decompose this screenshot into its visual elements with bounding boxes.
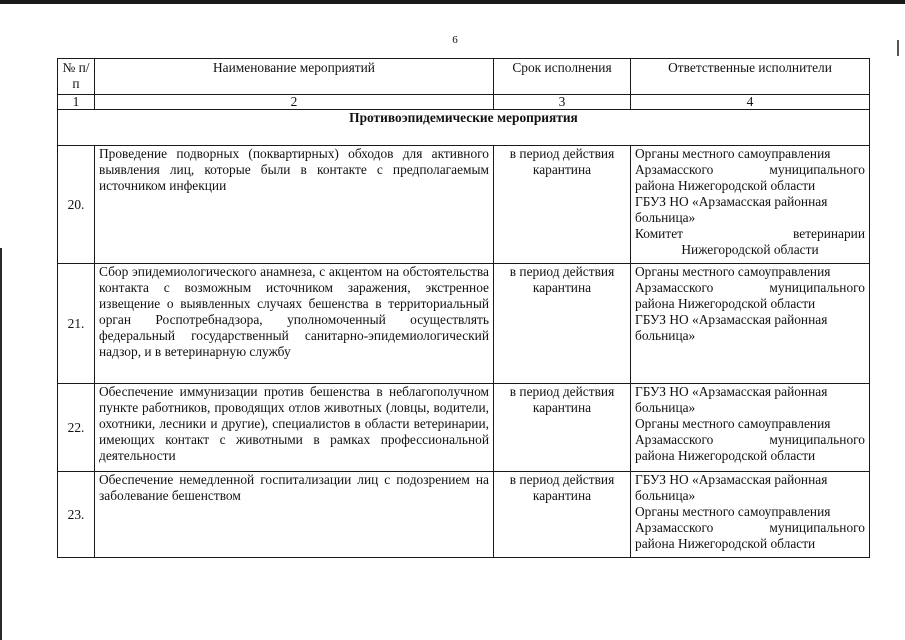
table-row xyxy=(58,472,870,558)
row-number: 23. xyxy=(58,472,95,558)
column-number: 4 xyxy=(631,95,870,110)
responsible-line: Арзамасского муниципального xyxy=(635,520,865,535)
header-responsible: Ответственные исполнители xyxy=(631,59,870,95)
responsible-line: Арзамасского муниципального xyxy=(635,432,865,447)
row-responsible xyxy=(631,472,870,558)
row-responsible xyxy=(631,264,870,384)
table-row xyxy=(58,384,870,472)
responsible-line: ГБУЗ НО «Арзамасская районная xyxy=(635,312,828,327)
responsible-line: больница» xyxy=(635,210,696,225)
row-term: в период действия карантина xyxy=(494,146,631,264)
responsible-line: ГБУЗ НО «Арзамасская районная xyxy=(635,194,828,209)
responsible-line: района Нижегородской области xyxy=(635,536,816,551)
row-number: 21. xyxy=(58,264,95,384)
section-title: Противоэпидемические мероприятия xyxy=(58,110,870,146)
column-number: 3 xyxy=(494,95,631,110)
row-measure-name: Обеспечение иммунизации против бешенства в неблагополучном пункте работников, проводящих отлов животных (ловцы, водители, охотники, лесники и другие), специалистов в области ветеринарии, имеющих контакт с животными в рамках профессиональной деятельности xyxy=(95,384,494,472)
row-measure-name: Сбор эпидемиологического анамнеза, с акцентом на обстоятельства контакта с возможным источником заражения, экстренное извещение о выявленных случаях бешенства в территориальный орган Роспотребнадзора, уполномоченный осуществлять федеральный государственный санитарно-эпидемиологический надзор, и в ветеринарную службу xyxy=(95,264,494,384)
column-number-row xyxy=(58,95,870,110)
page-number: 6 xyxy=(452,34,458,46)
table-header-row xyxy=(58,59,870,95)
scan-edge-mark xyxy=(0,248,2,640)
responsible-line: района Нижегородской области xyxy=(635,296,816,311)
header-term: Срок исполнения xyxy=(494,59,631,95)
responsible-line: района Нижегородской области xyxy=(635,178,816,193)
section-row xyxy=(58,110,870,146)
responsible-line: больница» xyxy=(635,400,696,415)
table-row xyxy=(58,146,870,264)
responsible-line: Арзамасского муниципального xyxy=(635,162,865,177)
responsible-line: ГБУЗ НО «Арзамасская районная xyxy=(635,472,828,487)
table-row xyxy=(58,264,870,384)
responsible-line: Органы местного самоуправления xyxy=(635,504,831,519)
row-measure-name: Проведение подворных (поквартирных) обходов для активного выявления лиц, которые были в контакте с предполагаемым источником инфекции xyxy=(95,146,494,264)
column-number: 1 xyxy=(58,95,95,110)
scan-edge-mark-right xyxy=(897,40,899,56)
top-border-rule xyxy=(0,0,905,4)
responsible-line: Нижегородской области xyxy=(681,242,819,257)
responsible-line: ГБУЗ НО «Арзамасская районная xyxy=(635,384,828,399)
row-term: в период действия карантина xyxy=(494,384,631,472)
row-term: в период действия карантина xyxy=(494,472,631,558)
responsible-line: больница» xyxy=(635,328,696,343)
responsible-line: Арзамасского муниципального xyxy=(635,280,865,295)
responsible-line: Органы местного самоуправления xyxy=(635,264,831,279)
responsible-line: района Нижегородской области xyxy=(635,448,816,463)
responsible-line: Органы местного самоуправления xyxy=(635,146,831,161)
row-responsible xyxy=(631,384,870,472)
row-term: в период действия карантина xyxy=(494,264,631,384)
row-responsible xyxy=(631,146,870,264)
header-num: № п/п xyxy=(58,59,95,95)
measures-table xyxy=(57,58,870,558)
row-number: 22. xyxy=(58,384,95,472)
column-number: 2 xyxy=(95,95,494,110)
responsible-line: Комитет ветеринарии xyxy=(635,226,865,241)
responsible-line: Органы местного самоуправления xyxy=(635,416,831,431)
row-measure-name: Обеспечение немедленной госпитализации лиц с подозрением на заболевание бешенством xyxy=(95,472,494,558)
header-name: Наименование мероприятий xyxy=(95,59,494,95)
row-number: 20. xyxy=(58,146,95,264)
responsible-line: больница» xyxy=(635,488,696,503)
